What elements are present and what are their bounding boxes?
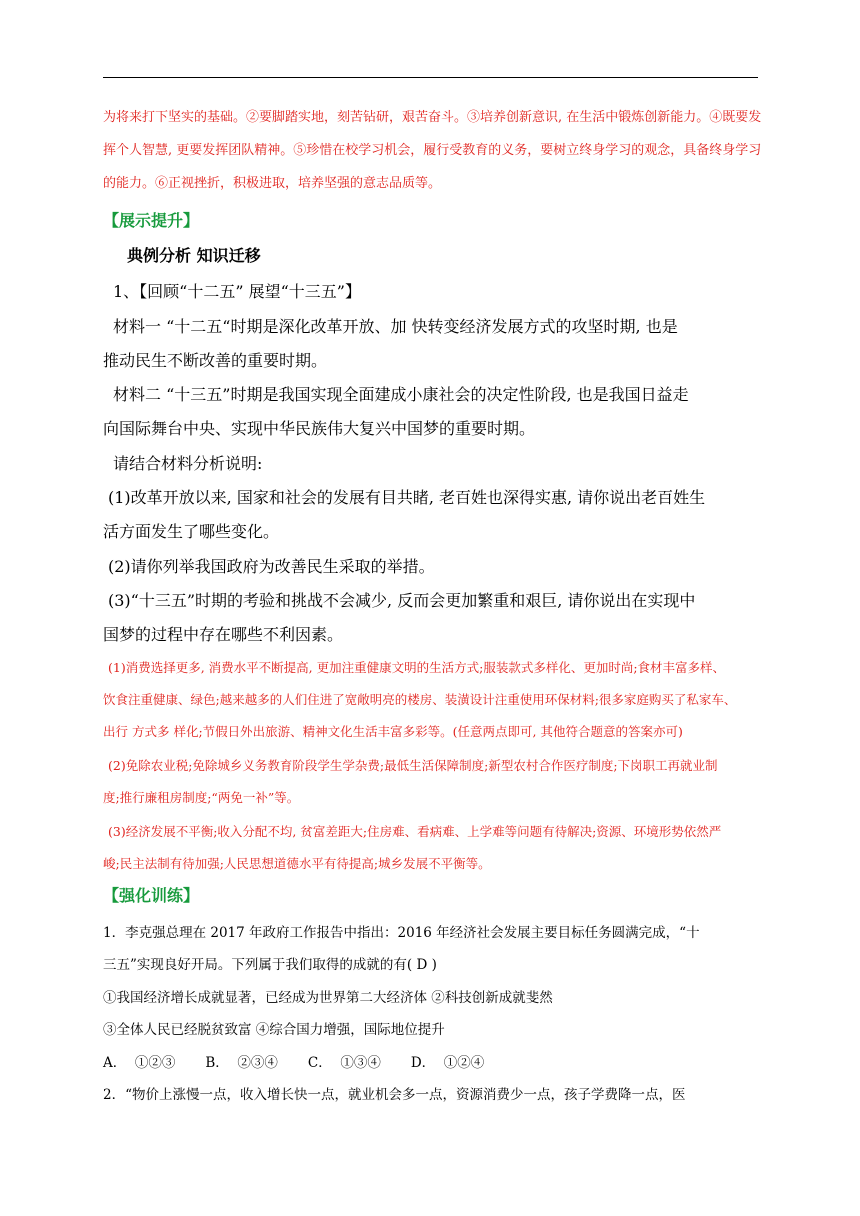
prompt: 请结合材料分析说明: [113,454,263,473]
sub-question-2: (2)请你列举我国政府为改善民生采取的举措。 [108,557,435,576]
section-heading-training: 【强化训练】 [103,886,200,905]
answer-2-line: (2)免除农业税;免除城乡义务教育阶段学生学杂费;最低生活保障制度;新型农村合作医疗制度;下岗职工再就业制 [108,758,718,773]
material-2-line: 向国际舞台中央、实现中华民族伟大复兴中国梦的重要时期。 [103,419,536,438]
sub-question-1: 活方面发生了哪些变化。 [103,522,280,541]
answer-3-line: 峻;民主法制有待加强;人民思想道德水平有待提高;城乡发展不平衡等。 [103,856,491,871]
answer-2-line: 度;推行廉租房制度;“两免一补”等。 [103,790,300,805]
exercise-1-statement: ①我国经济增长成就显著，已经成为世界第二大经济体 ②科技创新成就斐然 [103,990,553,1006]
exercise-1-statement: ③全体人民已经脱贫致富 ④综合国力增强，国际地位提升 [103,1022,445,1038]
exercise-1-stem: 1．李克强总理在 2017 年政府工作报告中指出：2016 年经济社会发展主要目标任务圆满完成，“十 [103,925,700,941]
sub-question-3: 国梦的过程中存在哪些不利因素。 [103,625,344,644]
answer-3-line: (3)经济发展不平衡;收入分配不均, 贫富差距大;住房难、看病难、上学难等问题有待解决;资源、环境形势依然严 [108,824,722,839]
answer-1-line: 出行 方式多 样化;节假日外出旅游、精神文化生活丰富多彩等。(任意两点即可, 其他符合题意的答案亦可) [103,724,683,739]
material-1-line: 推动民生不断改善的重要时期。 [103,351,328,370]
sub-question-1: (1)改革开放以来, 国家和社会的发展有目共睹, 老百姓也深得实惠, 请你说出老百姓生 [108,488,706,507]
section-heading-showcase: 【展示提升】 [103,211,200,230]
answer-1-line: (1)消费选择更多, 消费水平不断提高, 更加注重健康文明的生活方式;服装款式多样化、更加时尚;食材丰富多样、 [108,660,726,675]
sub-question-3: (3)“十三五”时期的考验和挑战不会减少, 反而会更加繁重和艰巨, 请你说出在实现中 [108,591,696,610]
intro-answer-text [103,108,766,207]
intro-line: 的能力。⑥正视挫折，积极进取，培养坚强的意志品质等。 [103,176,442,191]
question-1-title: 1、【回顾“十二五” 展望“十三五”】 [113,282,361,301]
intro-line: 挥个人智慧, 更要发挥团队精神。⑤珍惜在校学习机会，履行受教育的义务，要树立终身学习的观念，具备终身学习 [103,143,762,158]
material-1-line: 材料一 “十二五“时期是深化改革开放、加 快转变经济发展方式的攻坚时期, 也是 [113,317,678,336]
intro-line: 为将来打下坚实的基础。②要脚踏实地，刻苦钻研，艰苦奋斗。③培养创新意识, 在生活中锻炼创新能力。④既要发 [103,110,762,125]
exercise-1-stem: 三五”实现良好开局。下列属于我们取得的成就的有( D ) [103,957,437,973]
header-rule [103,77,758,78]
material-2-line: 材料二 “十三五”时期是我国实现全面建成小康社会的决定性阶段, 也是我国日益走 [113,385,689,404]
subtitle: 典例分析 知识迁移 [127,246,261,265]
exercise-2-stem: 2．“物价上涨慢一点，收入增长快一点，就业机会多一点，资源消费少一点，孩子学费降一点，医 [103,1087,686,1103]
answer-1-line: 饮食注重健康、绿色;越来越多的人们住进了宽敞明亮的楼房、装潢设计注重使用环保材料;很多家庭购买了私家车、 [103,692,737,707]
exercise-1-choices: A． ①②③ B． ②③④ C． ①③④ D． ①②④ [103,1055,485,1071]
